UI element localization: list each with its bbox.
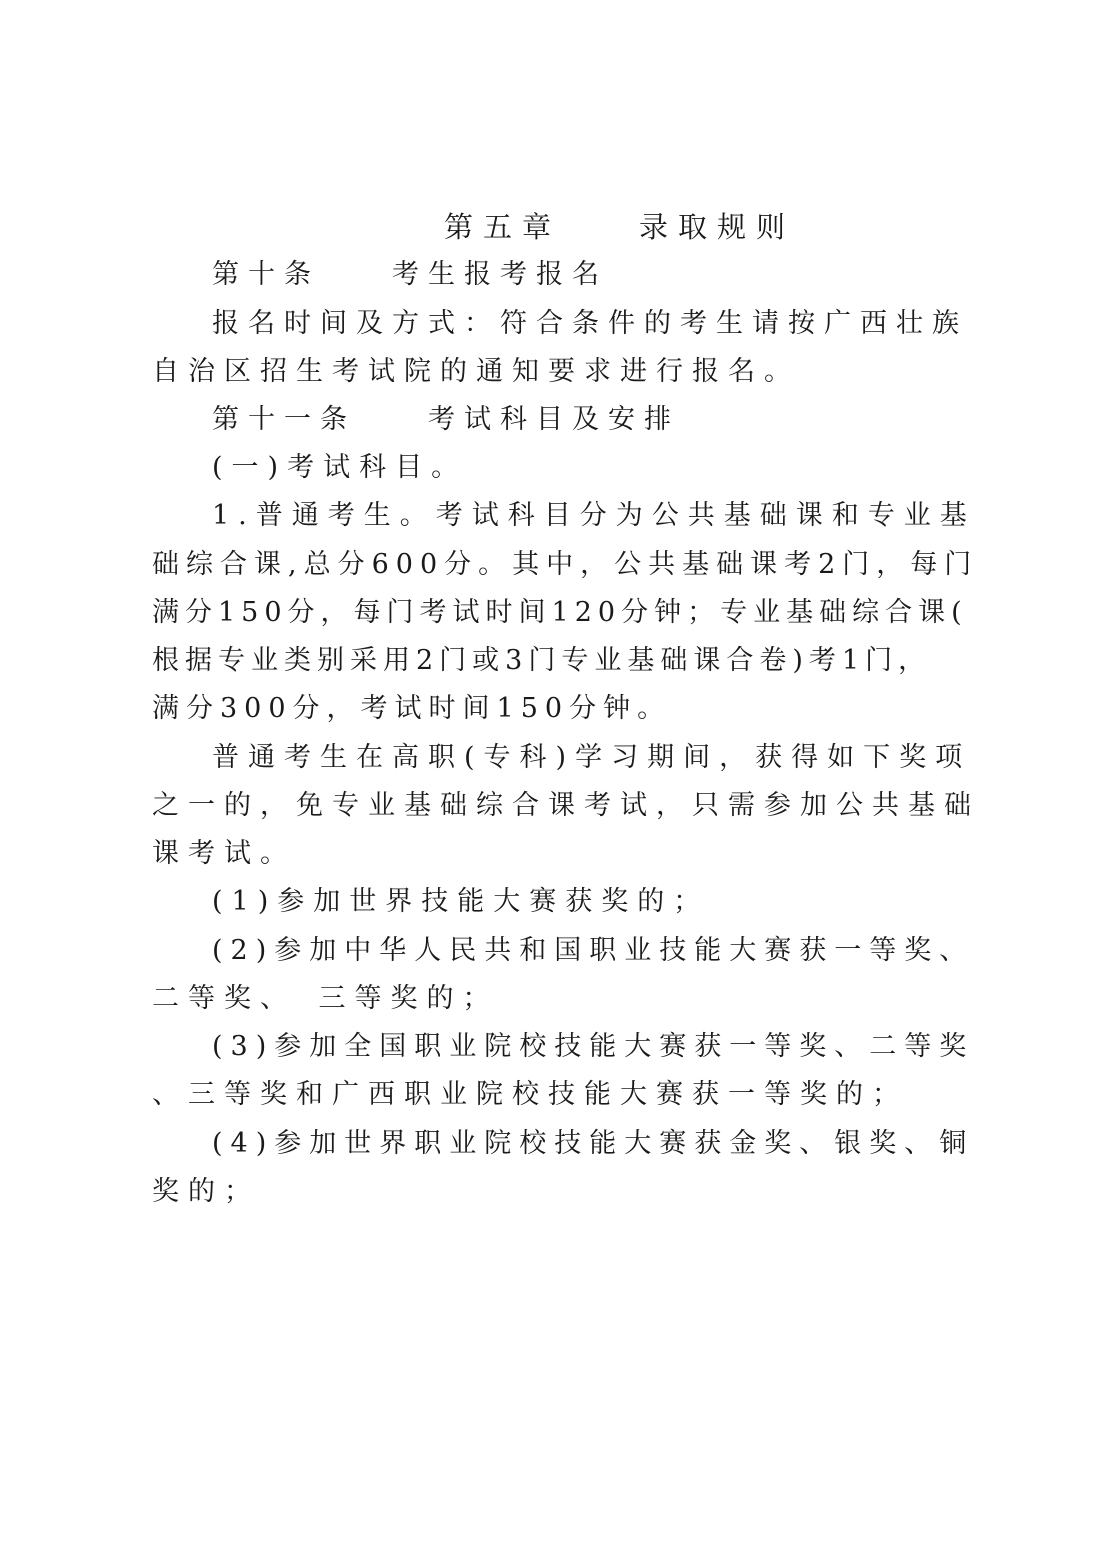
article-heading: 第十一条 考试科目及安排 [212, 404, 680, 435]
list-item: (3)参加全国职业院校技能大赛获一等奖、二等奖 [212, 1031, 975, 1062]
chapter-title: 第五章 录取规则 [444, 210, 796, 244]
list-item: 二等奖、 三等奖的； [152, 983, 499, 1014]
paragraph-line: 满分150分，每门考试时间120分钟；专业基础综合课( [152, 597, 968, 628]
list-item: 奖的； [152, 1176, 260, 1207]
list-item: (2)参加中华人民共和国职业技能大赛获一等奖、 [212, 935, 975, 966]
paragraph-line: 普通考生在高职(专科)学习期间，获得如下奖项 [212, 742, 972, 773]
paragraph-line: 础综合课,总分600分。其中，公共基础课考2门，每门 [152, 549, 979, 580]
list-item: (1)参加世界技能大赛获奖的； [212, 886, 710, 917]
list-item: 、三等奖和广西职业院校技能大赛获一等奖的； [152, 1079, 908, 1110]
article-heading: 第十条 考生报考报名 [212, 259, 608, 290]
paragraph-line: 课考试。 [152, 838, 296, 869]
paragraph-line: 自治区招生考试院的通知要求进行报名。 [152, 356, 800, 387]
paragraph-line: 1.普通考生。考试科目分为公共基础课和专业基 [212, 500, 976, 531]
list-item: (4)参加世界职业院校技能大赛获金奖、银奖、铜 [212, 1128, 975, 1159]
section-heading: (一)考试科目。 [212, 452, 468, 483]
paragraph-line: 满分300分，考试时间150分钟。 [152, 693, 672, 724]
paragraph-line: 之一的，免专业基础综合课考试，只需参加公共基础 [152, 790, 980, 821]
paragraph-line: 报名时间及方式：符合条件的考生请按广西壮族 [212, 308, 968, 339]
paragraph-line: 根据专业类别采用2门或3门专业基础课合卷)考1门， [152, 645, 932, 676]
